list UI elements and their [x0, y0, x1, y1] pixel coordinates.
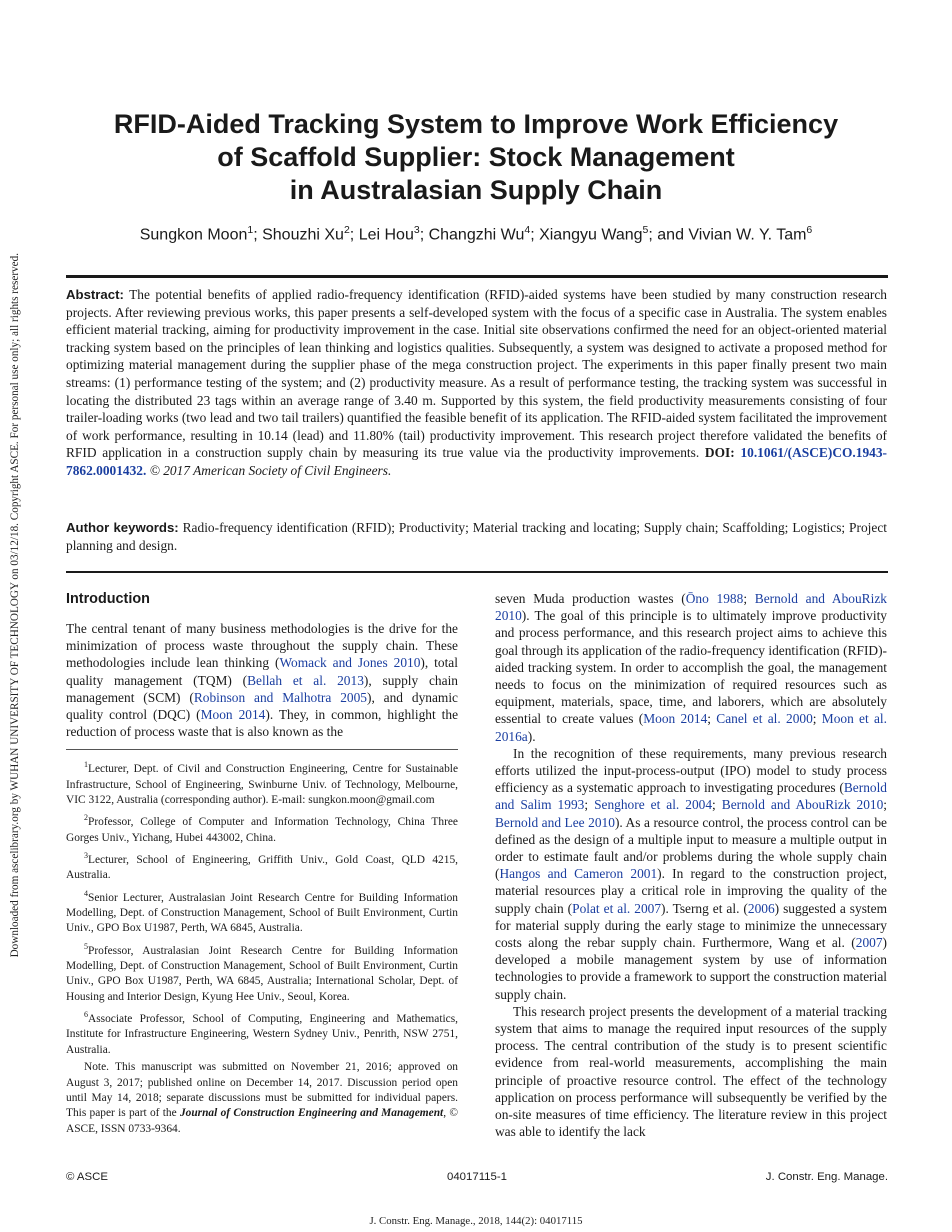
journal-name: Journal of Construction Engineering and Management — [179, 1107, 444, 1120]
author-name: Xiangyu Wang — [539, 226, 643, 244]
footnote-rule — [66, 749, 458, 750]
footnote — [66, 757, 458, 808]
citation-link[interactable]: 2007 — [855, 935, 883, 951]
footer-page-id: 04017115-1 — [447, 1171, 507, 1183]
body-text: ; — [743, 591, 755, 606]
author-name: Vivian W. Y. Tam — [688, 226, 807, 244]
citation-link[interactable]: 2006 — [747, 900, 775, 916]
footnote-marker: 6 — [84, 1010, 88, 1020]
section-rule — [66, 571, 888, 573]
citation-link[interactable]: Bernold and AbouRizk 2010 — [495, 591, 887, 624]
footer-publisher: © ASCE — [66, 1171, 108, 1183]
body-text: ). — [527, 728, 536, 744]
body-text: ). Tserng et al. ( — [661, 900, 748, 916]
intro-paragraph-continued — [495, 590, 887, 745]
title-line-2: of Scaffold Supplier: Stock Management — [217, 142, 735, 172]
body-text: ). They, in common, highlight the reduction of process waste that is also known as the — [66, 707, 459, 740]
body-text: ), supply chain management (SCM) ( — [66, 672, 458, 705]
abstract-label: Abstract: — [66, 287, 124, 302]
citation-link[interactable]: Canel et al. 2000 — [716, 711, 813, 727]
right-column — [495, 590, 887, 1141]
citation-link[interactable]: Bernold and Lee 2010 — [495, 814, 615, 830]
body-text: ; — [712, 797, 722, 813]
body-text: The central tenant of many business methodologies is the drive for the minimization of process waste throughout the supply chain. These methodologies include lean thinking ( — [66, 621, 458, 671]
intro-paragraph-3 — [495, 1003, 887, 1141]
footnote-marker: 1 — [84, 760, 88, 770]
author-name: Shouzhi Xu — [262, 226, 344, 244]
copyright-text: © 2017 American Society of Civil Engineers. — [149, 462, 392, 478]
body-text: ), and dynamic quality control (DQC) ( — [66, 689, 458, 723]
citation-link[interactable]: Moon 2014 — [200, 707, 266, 723]
bottom-citation: J. Constr. Eng. Manage., 2018, 144(2): 04017115 — [369, 1215, 583, 1227]
author-name: Sungkon Moon — [139, 226, 248, 244]
author-affiliation-marker: 3 — [413, 224, 420, 236]
body-text: ; — [707, 711, 717, 727]
footer-journal: J. Constr. Eng. Manage. — [765, 1171, 888, 1183]
author-affiliation-marker: 4 — [524, 224, 531, 236]
footnote — [66, 1007, 458, 1058]
doi-link[interactable]: 10.1061/(ASCE)CO.1943-7862.0001432. — [66, 445, 887, 478]
body-text: This research project presents the development of a material tracking system that aims to manage the required input resources of the supply process. The central contribution of the study is to present scientific evidence from real-world measurements, accomplishing the main principle of proactive resource control. The effect of the technology application on process performance will subsequently be verified by the on-site measures of time efficiency. The literature review in this project was able to identify the lack — [495, 1003, 887, 1140]
title-line-1: RFID-Aided Tracking System to Improve Work Efficiency — [113, 109, 839, 139]
body-text: ). The goal of this principle is to ultimately improve productivity and process performance, and this research project aims to achieve this goal through its application of the radio-frequency identification (RFID)-aided tracking system. In order to accomplish the goal, the management needs to focus on the minimization of required resources such as equipment, materials, space, time, and laborers, which are absolutely essential to create values ( — [495, 608, 887, 727]
left-column — [66, 590, 458, 1137]
body-text: In the recognition of these requirements, many previous research efforts utilized the input-process-output (IPO) model to study process efficiency as a systematic approach to investigating procedures ( — [495, 745, 887, 796]
footnote-marker: 4 — [84, 888, 88, 898]
body-text: seven Muda production wastes ( — [495, 591, 686, 606]
body-text: ) suggested a system for material supply during the early stage to minimize the unnecessary costs along the rebar supply chain. Furthermore, Wang et al. ( — [495, 900, 887, 951]
author-separator: ; — [349, 226, 359, 244]
author-separator: ; — [419, 226, 429, 244]
footnote — [66, 810, 458, 846]
abstract-text: The potential benefits of applied radio-frequency identification (RFID)-aided systems have been studied by many construction research projects. After reviewing previous works, this paper presents a self-developed system with the focus of a specific case in Australia. The system enables efficient material tracking, aiming for productivity improvement in the case. Initial site observations confirmed the need for an object-oriented material tracking system based on the principles of lean thinking and logistics qualities. Subsequently, a system was designed to activate a proposed method for optimizing material management during the supplier phase of the mega construction project. The experiments in this paper finally present two main streams: (1) performance testing of the system; and (2) productivity measure. As a result of performance testing, the tracking system was successful in locating the distributed 23 tags within an average range of 3.40 m. Supported by this system, the field productivity measurements consisting of four trailer-loading works (two lead and two tail trailers) quantified the feasible benefit of its application. The RFID-aided system facilitated the improvement of work performance, resulting in 10.14 (lead) and 11.80% (tail) productivity improvement. This research project therefore validated the benefits of RFID application in a construction supply chain by measuring its true value via the productivity improvements. — [66, 287, 887, 461]
doi-label: DOI: — [704, 445, 735, 461]
keywords-text: Radio-frequency identification (RFID); Productivity; Material tracking and locating; Supply chain; Scaffolding; Logistics; Project planning and design. — [66, 520, 887, 553]
body-text: ; — [883, 797, 888, 813]
header-rule — [66, 275, 888, 278]
body-text: ). As a resource control, the process control can be defined as the design of a multiple input to measure a multiple output in order to estimate fault and/or problems during the whole supply chain ( — [495, 814, 887, 882]
citation-link[interactable]: Ōno 1988 — [685, 591, 744, 606]
footnote-text: Lecturer, School of Engineering, Griffith Univ., Gold Coast, QLD 4215, Australia. — [66, 853, 458, 882]
citation-link[interactable]: Bernold and Salim 1993 — [495, 780, 887, 813]
keywords-label: Author keywords: — [66, 520, 179, 535]
footnote-text: Lecturer, Dept. of Civil and Construction Engineering, Centre for Sustainable Infrastructure, School of Engineering, Swinburne Univ. of Technology, Melbourne, VIC 3122, Australia (corresponding author). E-mail: sungkon.moon@gmail.com — [66, 763, 458, 807]
citation-link[interactable]: Womack and Jones 2010 — [279, 655, 421, 671]
introduction-heading: Introduction — [66, 591, 150, 607]
body-text: ) developed a mobile management system by use of information technologies to provide a framework to support the construction material supply chain. — [495, 935, 887, 1002]
author-name: Changzhi Wu — [428, 226, 525, 244]
author-separator: ; and — [648, 226, 689, 244]
footnote-text: Senior Lecturer, Australasian Joint Research Centre for Building Information Modelling, Dept. of Construction Management, School of Built Environment, Curtin Univ., GPO Box U1987, Perth, WA 6845, Australia. — [66, 891, 458, 935]
footnote-marker: 3 — [84, 851, 88, 861]
download-notice-text: Downloaded from ascelibrary.org by WUHAN UNIVERSITY OF TECHNOLOGY on 03/12/18. Copyright ASCE. For personal use only; all rights reserved. — [9, 252, 21, 958]
author-keywords — [66, 519, 887, 554]
footnote-text: Associate Professor, School of Computing, Engineering and Mathematics, Institute for Infrastructure Engineering, Western Sydney Univ., Penrith, NSW 2751, Australia. — [66, 1012, 458, 1056]
author-affiliation-marker: 1 — [247, 224, 254, 236]
download-notice — [4, 225, 26, 985]
footnote-marker: 5 — [84, 941, 88, 951]
author-affiliation-marker: 2 — [343, 224, 350, 236]
citation-link[interactable]: Moon et al. 2016a — [495, 711, 887, 744]
footnote — [66, 848, 458, 884]
submission-note-text: Note. This manuscript was submitted on November 21, 2016; approved on August 3, 2017; published online on December 14, 2017. Discussion period open until May 14, 2018; separate discussions must be submitted for individual papers. This paper is part of the — [66, 1061, 458, 1120]
citation-link[interactable]: Hangos and Cameron 2001 — [499, 866, 658, 882]
title-line-3: in Australasian Supply Chain — [289, 175, 663, 205]
author-separator: ; — [253, 226, 263, 244]
citation-link[interactable]: Senghore et al. 2004 — [594, 797, 713, 813]
author-name: Lei Hou — [358, 226, 414, 244]
intro-paragraph-1 — [66, 620, 458, 740]
footnote-text: Professor, Australasian Joint Research Centre for Building Information Modelling, Dept. of Construction Management, School of Built Environment, Curtin Univ., GPO Box U1987, Perth, WA 6845, Australia; International Scholar, Dept. of Housing and Interior Design, Kyung Hee Univ., Seoul, Korea. — [66, 944, 458, 1003]
citation-link[interactable]: Moon 2014 — [643, 711, 708, 727]
citation-link[interactable]: Robinson and Malhotra 2005 — [193, 689, 367, 705]
page-footer — [66, 1171, 888, 1189]
author-affiliation-marker: 5 — [642, 224, 649, 236]
intro-paragraph-2 — [495, 745, 887, 1003]
author-affiliation-marker: 6 — [806, 224, 813, 236]
author-list — [66, 224, 886, 244]
body-text: ; — [812, 711, 822, 727]
footnote-text: Professor, College of Computer and Information Technology, China Three Gorges Univ., Yichang, Hubei 443002, China. — [66, 816, 458, 844]
footnote-marker: 2 — [84, 813, 88, 823]
footnote — [66, 939, 458, 1005]
footnote — [66, 886, 458, 937]
body-text: ; — [584, 797, 595, 813]
body-text: ). In regard to the construction project, material resources play a critical role in improving the quality of the supply chain ( — [495, 866, 887, 916]
submission-note-tail: , © ASCE, ISSN 0733-9364. — [66, 1107, 458, 1135]
submission-note — [66, 1060, 458, 1137]
author-separator: ; — [530, 226, 540, 244]
abstract — [66, 286, 887, 480]
citation-link[interactable]: Bellah et al. 2013 — [247, 672, 364, 688]
citation-link[interactable]: Polat et al. 2007 — [572, 900, 662, 916]
body-text: ), total quality management (TQM) ( — [66, 655, 458, 688]
paper-title — [66, 108, 886, 207]
footnotes — [66, 757, 458, 1058]
citation-link[interactable]: Bernold and AbouRizk 2010 — [721, 797, 884, 813]
